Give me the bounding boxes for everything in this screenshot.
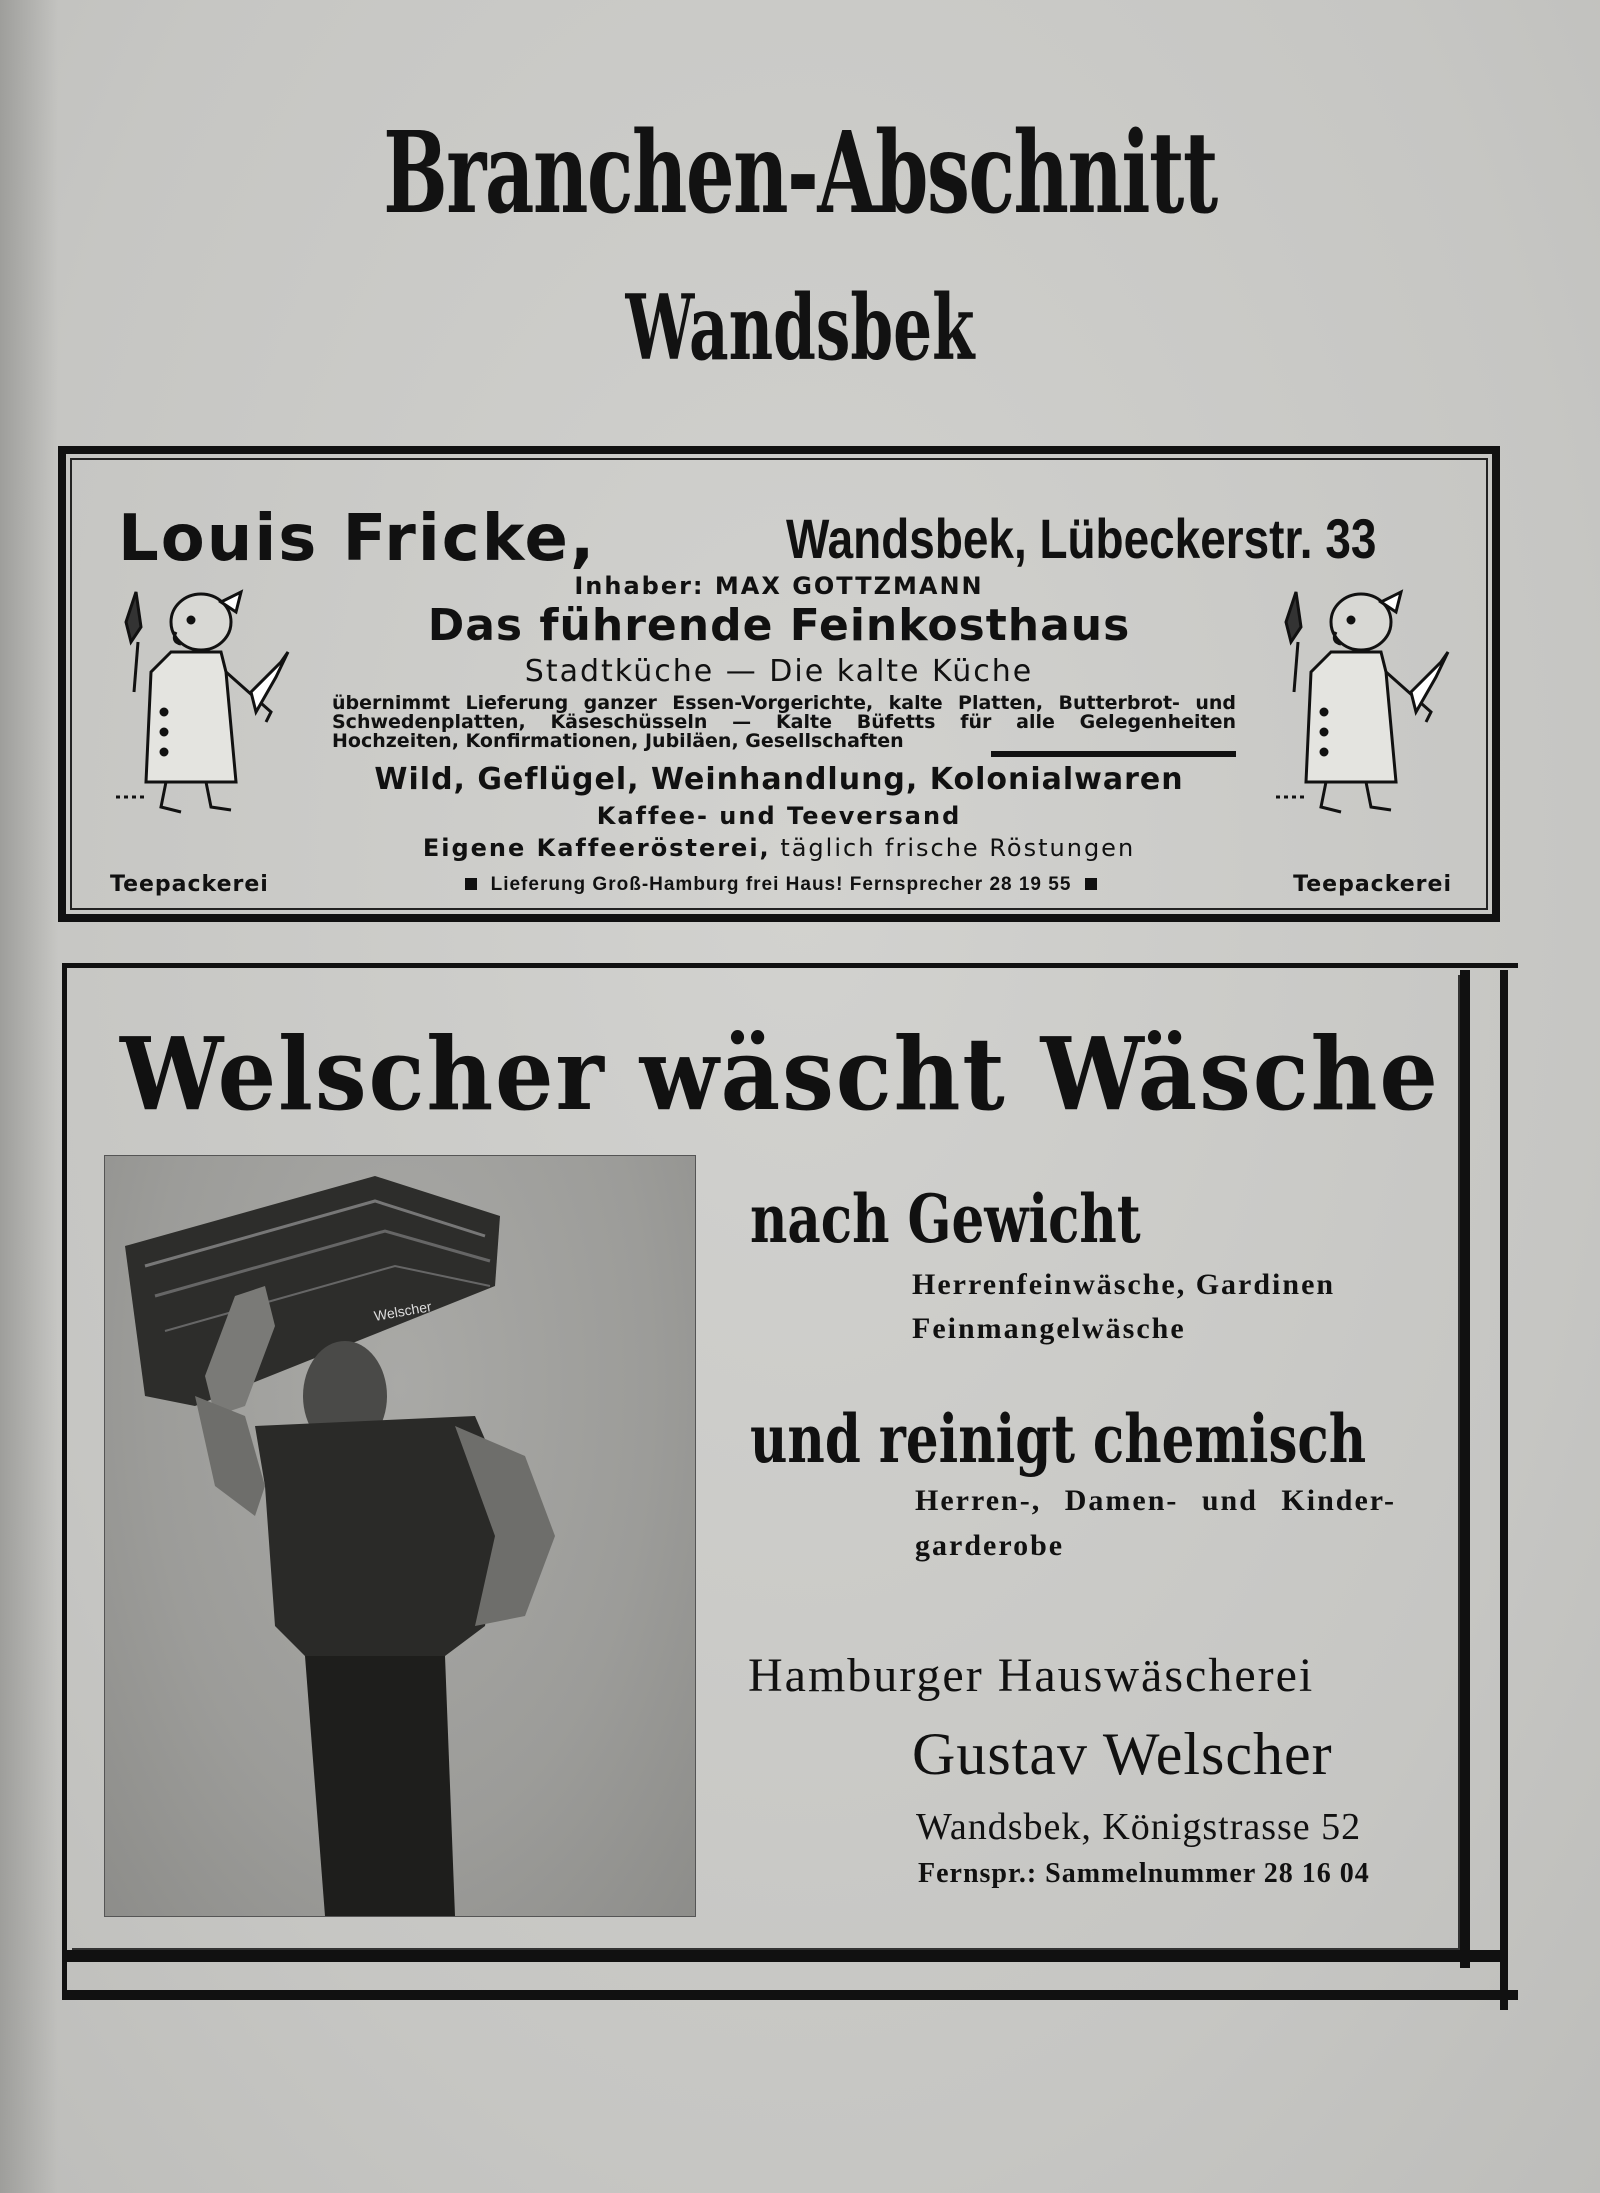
square-bullet-icon [465, 878, 477, 890]
ad-company-name-welscher: Gustav Welscher [912, 1721, 1333, 1787]
ad-bottom-mid-wrap [451, 874, 1112, 896]
ad-detail-3: Herren-, Damen- und Kinder- [915, 1484, 1396, 1517]
ad-bottom-right: Teepackerei [1293, 872, 1452, 897]
chef-illustration-right [1266, 582, 1466, 822]
ad-section-dry-cleaning: und reinigt chemisch [750, 1400, 1367, 1478]
frame-rule-right-inner [1460, 970, 1470, 1968]
frame-rule-bottom-inner [62, 1950, 1502, 1962]
ad-bottom-line [110, 872, 1452, 897]
ad-rule [991, 751, 1236, 757]
ad-goods: Wild, Geflügel, Weinhandlung, Kolonialwaren [374, 762, 1184, 797]
man-carrying-basket-image [105, 1156, 695, 1916]
ad-section-by-weight: nach Gewicht [750, 1180, 1141, 1258]
ad-slogan: Das führende Feinkosthaus [427, 600, 1131, 651]
ad-roastery-rest: täglich frische Röstungen [780, 834, 1136, 862]
ad-detail-1: Herrenfeinwäsche, Gardinen [912, 1268, 1336, 1301]
ad-roastery [66, 834, 1492, 862]
frame-rule-right-outer [1500, 970, 1508, 2010]
ad-roastery-bold: Eigene Kaffeerösterei, [422, 834, 771, 862]
ad-company-name: Louis Fricke, [118, 502, 597, 576]
frame-rule-bottom-outer [62, 1990, 1518, 2000]
ad-detail-4: garderobe [915, 1529, 1065, 1562]
ad-description: übernimmt Lieferung ganzer Essen-Vorgerichte, kalte Platten, Butterbrot- und Schwedenplatten, Käseschüsseln — Kalte Büfetts für alle Gelegenheiten Hochzeiten, Konfirmationen, Jubiläen, Gesellschaften [332, 692, 1236, 752]
ad-address-welscher: Wandsbek, Königstrasse 52 [916, 1806, 1362, 1848]
ad-phone-welscher: Fernspr.: Sammelnummer 28 16 04 [918, 1858, 1370, 1889]
ad-company-line: Hamburger Hauswäscherei [748, 1649, 1315, 1702]
laundry-man-photo [104, 1155, 696, 1917]
chef-illustration-left [106, 582, 306, 822]
section-subtitle: Wandsbek [625, 275, 975, 381]
basket-label: Welscher [372, 1298, 433, 1324]
ad-owner: Inhaber: MAX GOTTZMANN [574, 572, 984, 600]
ad-bottom-mid: Lieferung Groß-Hamburg frei Haus! Fernsprecher 28 19 55 [490, 873, 1072, 895]
ad-detail-2: Feinmangelwäsche [912, 1312, 1186, 1345]
ad-coffee: Kaffee- und Teeversand [596, 802, 962, 830]
ad-headline: Welscher wäscht Wäsche [120, 1015, 1440, 1133]
page-edge-shadow [0, 0, 58, 2193]
section-title: Branchen-Abschnitt [383, 108, 1217, 239]
ad-bottom-left: Teepackerei [110, 872, 269, 897]
ad-kitchen: Stadtküche — Die kalte Küche [524, 654, 1034, 689]
ad-address: Wandsbek, Lübeckerstr. 33 [786, 507, 1377, 570]
square-bullet-icon [1085, 878, 1097, 890]
ad-louis-fricke [58, 446, 1500, 922]
